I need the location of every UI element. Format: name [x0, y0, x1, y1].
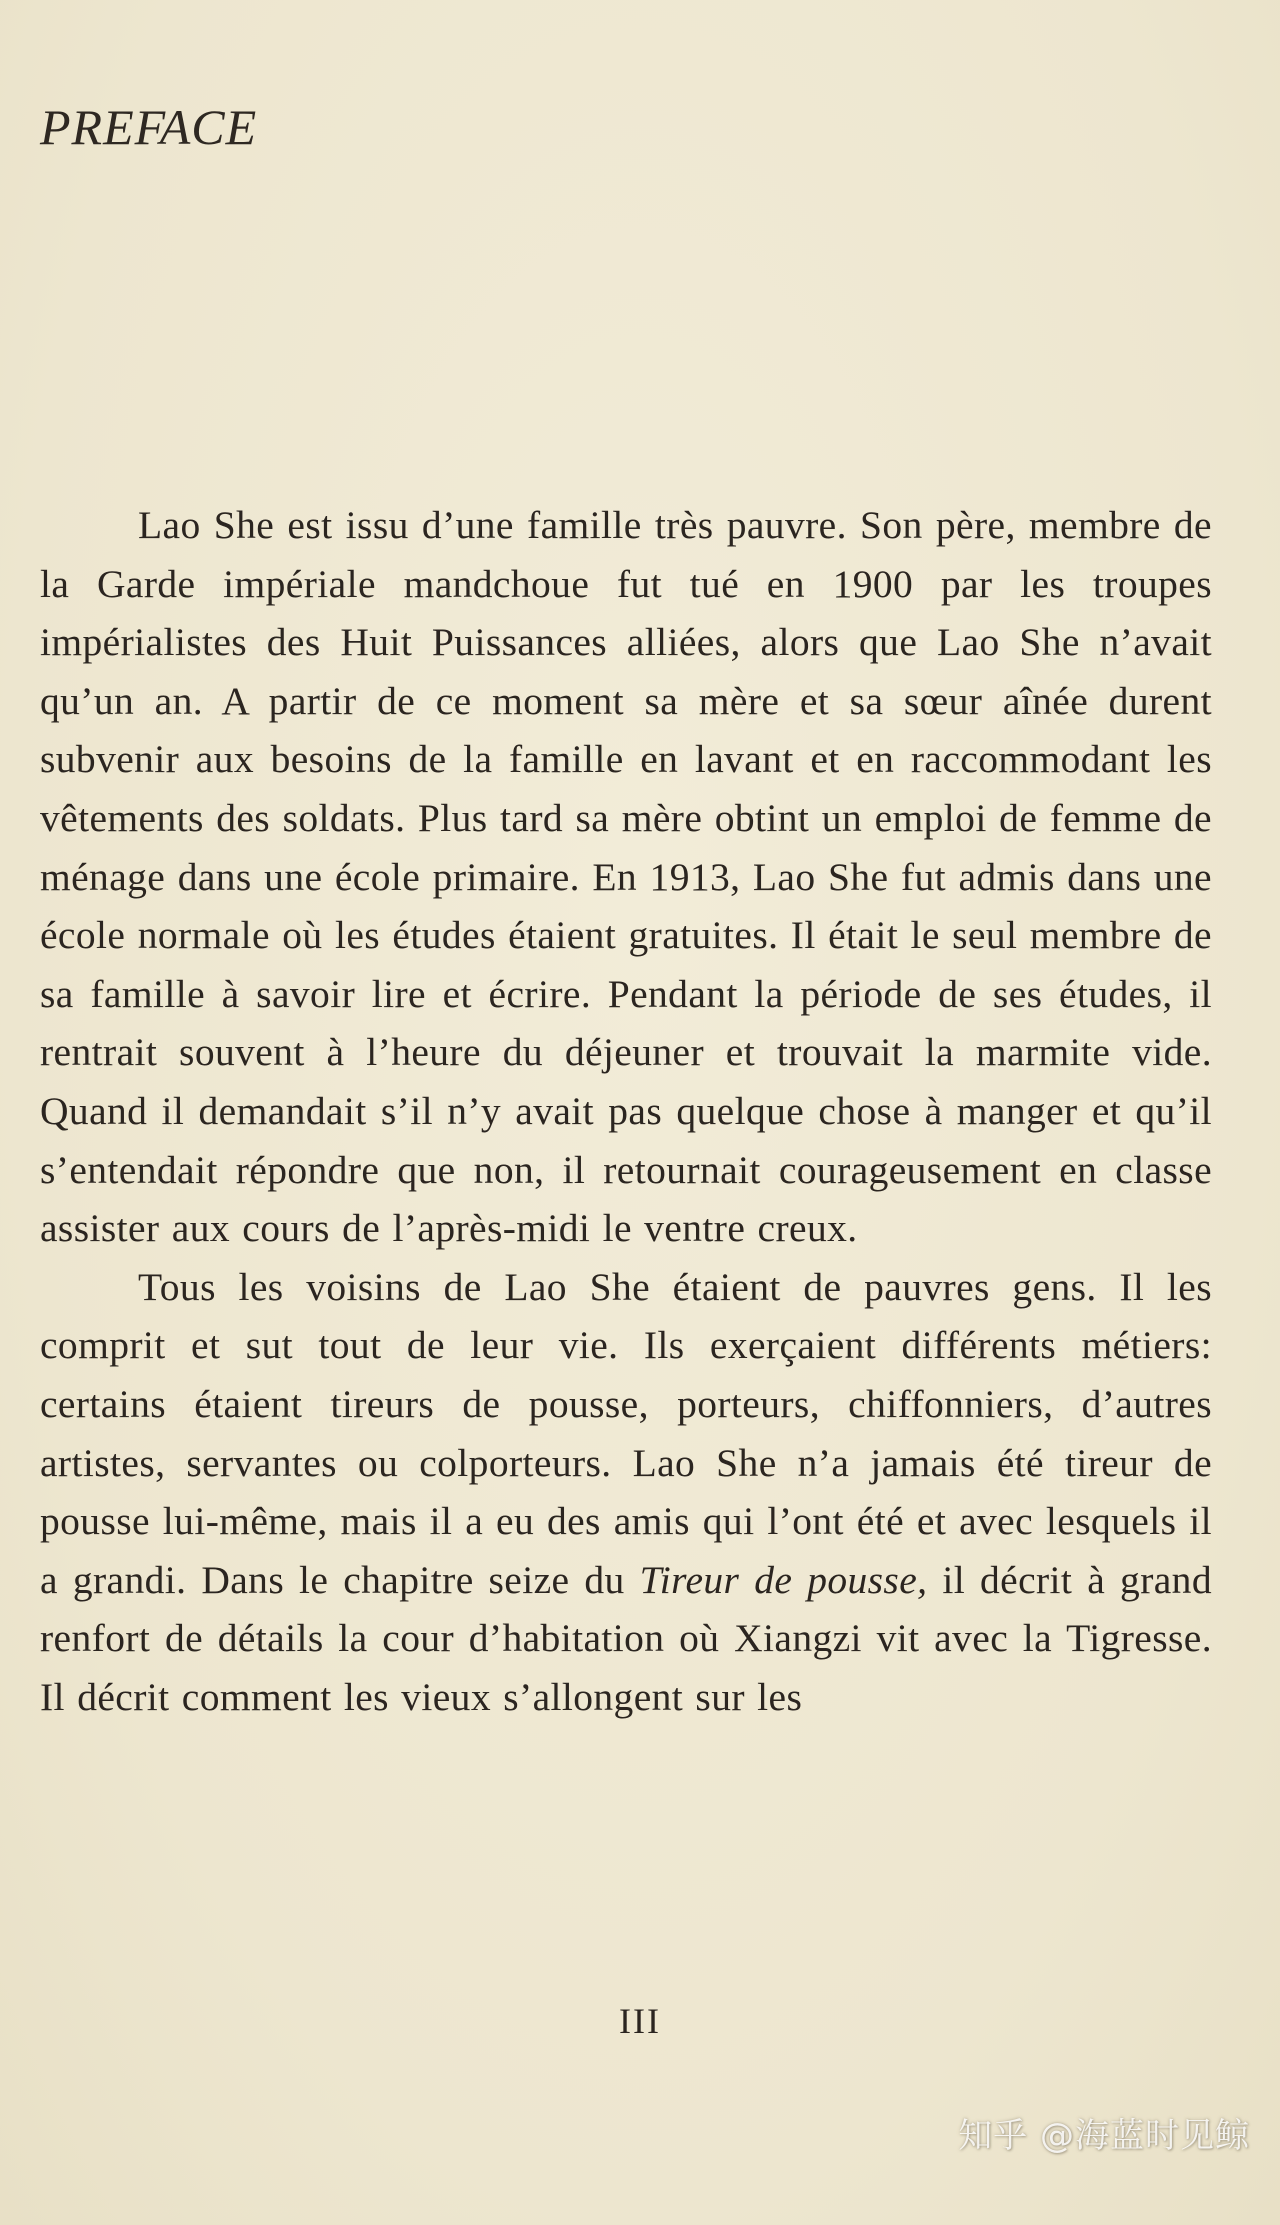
book-title-italic: Tireur de pousse,: [639, 1557, 928, 1602]
watermark: 知乎 @海蓝时见鲸: [958, 2116, 1250, 2156]
paragraph-1: Lao She est issu d’une famille très pauvre. Son père, membre de la Garde impériale mandchoue fut tué en 1900 par les troupes impérialistes des Huit Puissances alliées, alors que Lao She n’avait qu’un an. A partir de ce moment sa mère et sa sœur aînée durent subvenir aux besoins de la famille en lavant et en raccommodant les vêtements des soldats. Plus tard sa mère obtint un emploi de femme de ménage dans une école primaire. En 1913, Lao She fut admis dans une école normale où les études étaient gratuites. Il était le seul membre de sa famille à savoir lire et écrire. Pendant la période de ses études, il rentrait souvent à l’heure du déjeuner et trouvait la marmite vide. Quand il demandait s’il n’y avait pas quelque chose à manger et qu’il s’entendait répondre que non, il retournait courageusement en classe assister aux cours de l’après-midi le ventre creux.: [40, 503, 1212, 1251]
paragraph-2-part-1: Tous les voisins de Lao She étaient de pauvres gens. Il les comprit et sut tout de leur vie. Ils exerçaient différents métiers: certains étaient tireurs de pousse, porteurs, chiffonniers, d’autres artistes, servantes ou colporteurs. Lao She n’a jamais été tireur de pousse lui-même, mais il a eu des amis qui l’ont été et avec lesquels il a grandi. Dans le chapitre seize du: [40, 1264, 1212, 1602]
running-head: PREFACE: [40, 99, 258, 155]
body-text: [40, 496, 1212, 1726]
paragraph-2-part-2: il décrit à grand renfort de détails la cour d’habitation où Xiangzi vit avec la Tigresse. Il décrit comment les vieux s’allongent sur les: [40, 1557, 1212, 1719]
page-number: III: [619, 2001, 661, 2041]
paragraph-2: [40, 1258, 1212, 1727]
